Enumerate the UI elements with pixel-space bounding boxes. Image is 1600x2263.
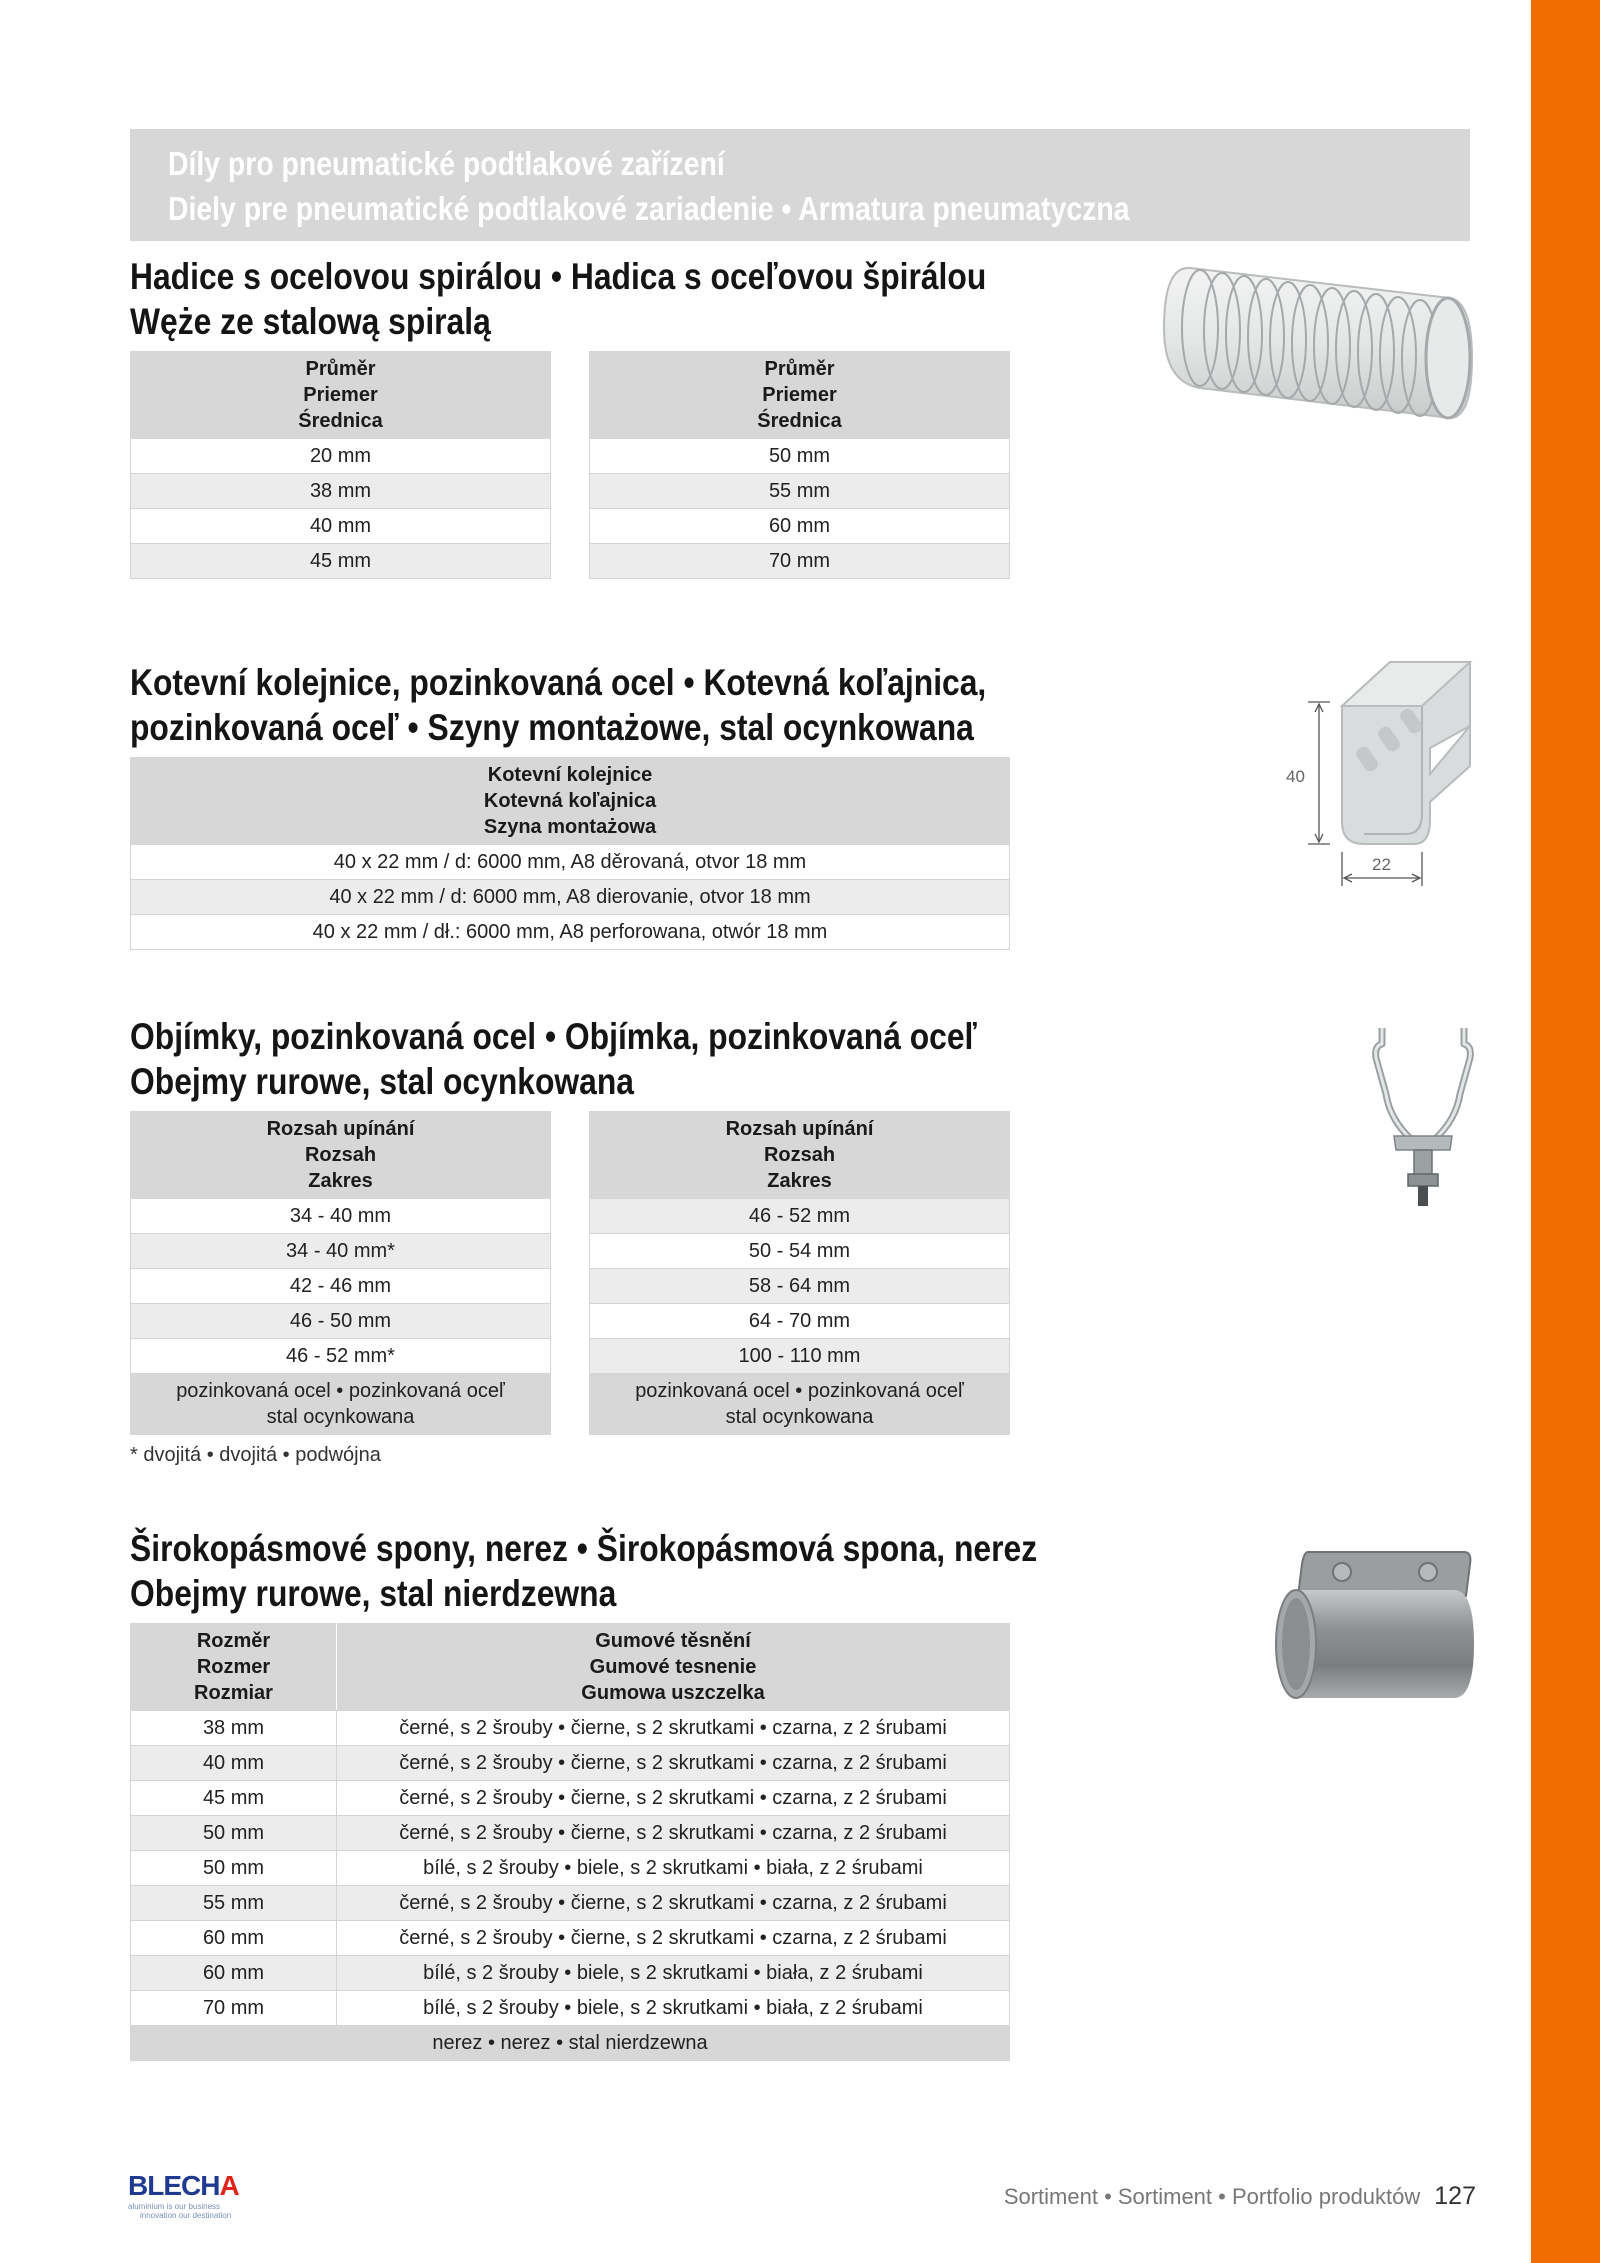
table-header: Rozsah upínání Rozsah Zakres: [131, 1112, 551, 1199]
table-row: 60 mm bílé, s 2 šrouby • biele, s 2 skrutkami • biała, z 2 śrubami: [131, 1956, 1010, 1991]
band-clamp-table: [130, 1623, 1010, 2061]
mounting-rail-table: [130, 757, 1010, 950]
table-cell: 58 - 64 mm: [590, 1269, 1010, 1304]
table-header: Průměr Priemer Średnica: [131, 352, 551, 439]
table-header: Rozsah upínání Rozsah Zakres: [590, 1112, 1010, 1199]
clamp-range-table-left: [130, 1111, 551, 1435]
banner-line-1: Díly pro pneumatické podtlakové zařízení: [168, 145, 725, 182]
table-cell: 64 - 70 mm: [590, 1304, 1010, 1339]
table-row: 55 mm černé, s 2 šrouby • čierne, s 2 skrutkami • czarna, z 2 śrubami: [131, 1886, 1010, 1921]
table-footer: pozinkovaná ocel • pozinkovaná oceľ stal ocynkowana: [590, 1374, 1010, 1435]
table-cell: 45 mm: [131, 544, 551, 579]
section2-title-line-2: pozinkovaná oceľ • Szyny montażowe, stal ocynkowana: [130, 707, 974, 748]
footer-label: Sortiment • Sortiment • Portfolio produktów: [1003, 2184, 1421, 2209]
table-cell: 34 - 40 mm*: [131, 1234, 551, 1269]
table-cell: 34 - 40 mm: [131, 1199, 551, 1234]
table-cell: 40 x 22 mm / d: 6000 mm, A8 dierovanie, otvor 18 mm: [131, 880, 1010, 915]
table-cell: 70 mm: [590, 544, 1010, 579]
table-header: Kotevní kolejnice Kotevná koľajnica Szyna montażowa: [131, 758, 1010, 845]
table-cell: 55 mm: [590, 474, 1010, 509]
table-header-size: Rozměr Rozmer Rozmiar: [131, 1624, 337, 1711]
table-cell: 20 mm: [131, 439, 551, 474]
table-cell: 100 - 110 mm: [590, 1339, 1010, 1374]
table-cell: 40 x 22 mm / d: 6000 mm, A8 děrovaná, otvor 18 mm: [131, 845, 1010, 880]
page-number: 127: [1434, 2182, 1476, 2210]
rail-height-label: 40: [1286, 767, 1305, 786]
blecha-logo: BLECHA aluminium is our business innovation our destination: [128, 2170, 239, 2220]
table-row: 50 mm černé, s 2 šrouby • čierne, s 2 skrutkami • czarna, z 2 śrubami: [131, 1816, 1010, 1851]
page-footer: [1004, 2182, 1476, 2211]
section-banner: [130, 129, 1470, 241]
clamp-range-table-right: [589, 1111, 1010, 1435]
section3-title-line-1: Objímky, pozinkovaná ocel • Objímka, pozinkovaná oceľ: [130, 1016, 977, 1057]
table-header: Průměr Priemer Średnica: [590, 352, 1010, 439]
table-row: 45 mm černé, s 2 šrouby • čierne, s 2 skrutkami • czarna, z 2 śrubami: [131, 1781, 1010, 1816]
table-row: 70 mm bílé, s 2 šrouby • biele, s 2 skrutkami • biała, z 2 śrubami: [131, 1991, 1010, 2026]
table-footer: nerez • nerez • stal nierdzewna: [131, 2026, 1010, 2061]
rail-width-label: 22: [1372, 855, 1391, 874]
hose-diameter-table-right: [589, 351, 1010, 579]
section4-title-line-2: Obejmy rurowe, stal nierdzewna: [130, 1573, 617, 1614]
band-clamp-image: [1268, 1544, 1476, 1704]
table-cell: 46 - 50 mm: [131, 1304, 551, 1339]
spiral-hose-image: [1160, 258, 1476, 424]
table-row: 50 mm bílé, s 2 šrouby • biele, s 2 skrutkami • biała, z 2 śrubami: [131, 1851, 1010, 1886]
table-header-seal: Gumové těsnění Gumové tesnenie Gumowa uszczelka: [337, 1624, 1010, 1711]
section1-title-line-1: Hadice s ocelovou spirálou • Hadica s oceľovou špirálou: [130, 256, 987, 297]
section1-title-line-2: Węże ze stalową spiralą: [130, 301, 491, 342]
table-footer: pozinkovaná ocel • pozinkovaná oceľ stal ocynkowana: [131, 1374, 551, 1435]
table-cell: 40 mm: [131, 509, 551, 544]
hose-diameter-table-left: [130, 351, 551, 579]
table-cell: 50 mm: [590, 439, 1010, 474]
table-cell: 40 x 22 mm / dł.: 6000 mm, A8 perforowana, otwór 18 mm: [131, 915, 1010, 950]
section4-title-line-1: Širokopásmové spony, nerez • Širokopásmová spona, nerez: [130, 1528, 1038, 1569]
mounting-rail-image: [1280, 656, 1476, 892]
orange-side-bar: [1531, 0, 1600, 2263]
table-cell: 46 - 52 mm*: [131, 1339, 551, 1374]
double-clamp-note: * dvojitá • dvojitá • podwójna: [130, 1444, 381, 1466]
table-cell: 50 - 54 mm: [590, 1234, 1010, 1269]
table-row: 40 mm černé, s 2 šrouby • čierne, s 2 skrutkami • czarna, z 2 śrubami: [131, 1746, 1010, 1781]
section3-title-line-2: Obejmy rurowe, stal ocynkowana: [130, 1061, 634, 1102]
table-cell: 46 - 52 mm: [590, 1199, 1010, 1234]
table-cell: 42 - 46 mm: [131, 1269, 551, 1304]
pipe-clamp-image: [1370, 1024, 1476, 1220]
table-row: 38 mm černé, s 2 šrouby • čierne, s 2 skrutkami • czarna, z 2 śrubami: [131, 1711, 1010, 1746]
section2-title-line-1: Kotevní kolejnice, pozinkovaná ocel • Kotevná koľajnica,: [130, 662, 987, 703]
table-row: 60 mm černé, s 2 šrouby • čierne, s 2 skrutkami • czarna, z 2 śrubami: [131, 1921, 1010, 1956]
banner-line-2: Diely pre pneumatické podtlakové zariadenie • Armatura pneumatyczna: [168, 190, 1130, 227]
table-cell: 38 mm: [131, 474, 551, 509]
table-cell: 60 mm: [590, 509, 1010, 544]
